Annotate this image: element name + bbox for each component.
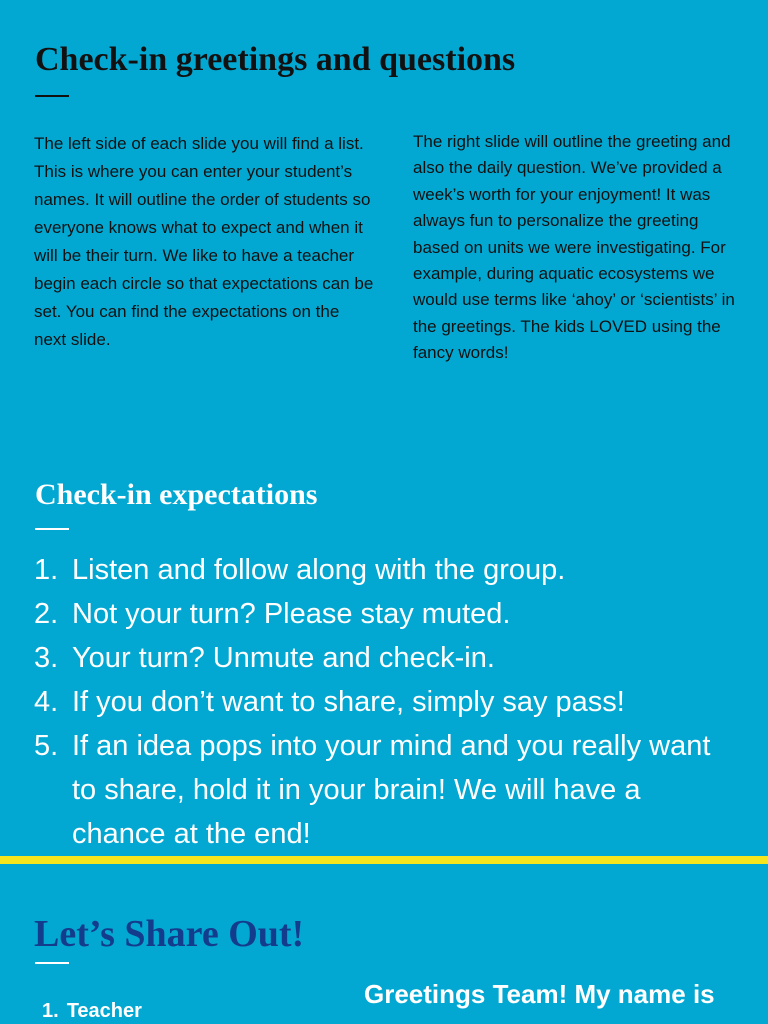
list-item [34,724,734,856]
list-item-text: If an idea pops into your mind and you really want to share, hold it in your brain! We will have a chance at the end! [72,730,711,850]
list-item [34,548,734,592]
title-underline [35,962,69,964]
greeting-text: Greetings Team! My name is [364,979,715,1009]
list-item-number: 2. [34,598,59,630]
list-item-text: Teacher [66,1000,142,1022]
list-item [42,998,142,1024]
list-item-text: If you don’t want to share, simply say pass! [72,686,625,718]
title-underline [35,95,69,97]
list-item-text: Your turn? Unmute and check-in. [72,642,495,674]
list-item-number: 1. [42,1000,59,1022]
list-item [34,680,734,724]
list-item-number: 4. [34,686,59,718]
slide-title: Check-in greetings and questions [35,41,516,78]
list-item-text: Not your turn? Please stay muted. [72,598,511,630]
left-column-text: The left side of each slide you will find a list. This is where you can enter your student’s names. It will outline the order of students so everyone knows what to expect and when it will be their turn. We like to have a teacher begin each circle so that expectations can be set. You can find the expectations on the next slide. [34,134,374,349]
list-item-number: 1. [34,554,59,586]
slide-title: Let’s Share Out! [34,913,305,955]
title-underline [35,528,69,530]
list-item [34,592,734,636]
slide-divider [0,856,768,864]
slide-lets-share-out [0,864,768,1024]
slide-check-in-expectations [0,452,768,856]
student-order-list [42,998,142,1024]
slide-title: Check-in expectations [35,478,318,511]
list-item-number: 3. [34,642,59,674]
list-item-text: Listen and follow along with the group. [72,554,566,586]
list-item-number: 5. [34,730,59,762]
expectations-list [34,548,734,856]
list-item [34,636,734,680]
slide-check-in-greetings [0,0,768,452]
right-column-text: The right slide will outline the greeting and also the daily question. We’ve provided a week’s worth for your enjoyment! It was always fun to personalize the greeting based on units we were investigating. For example, during aquatic ecosystems we would use terms like ‘ahoy’ or ‘scientists’ in the greetings. The kids LOVED using the fancy words! [413,132,735,363]
